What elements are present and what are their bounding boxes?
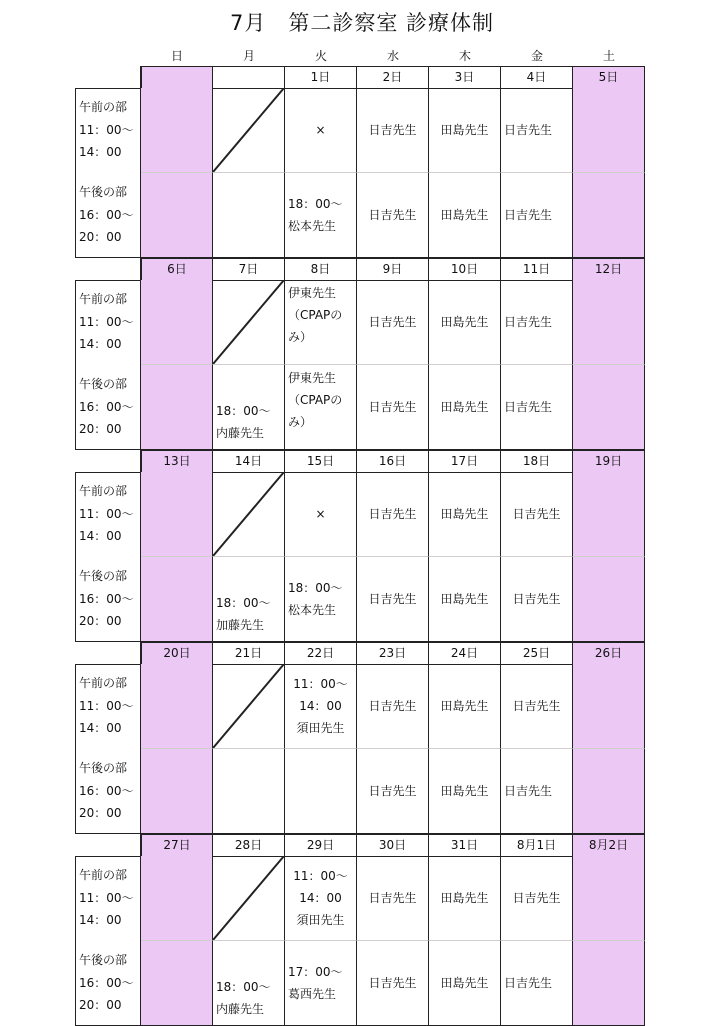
schedule-cell: 田島先生 (429, 280, 501, 365)
dow-tuesday: 火 (314, 49, 327, 63)
schedule-cell (573, 749, 645, 834)
date-row-corner (75, 834, 141, 857)
date-cell: 29日 (285, 834, 357, 857)
schedule-cell: 日吉先生 (501, 856, 573, 941)
schedule-cell (213, 664, 285, 749)
date-cell: 27日 (141, 834, 213, 857)
schedule-cell (213, 856, 285, 941)
morning-session-row (75, 664, 647, 749)
morning-session-label: 午前の部 11：00〜 14：00 (75, 856, 141, 941)
week-block (75, 450, 647, 642)
schedule-cell (573, 664, 645, 749)
afternoon-session-label: 午後の部 16：00〜 20：00 (75, 749, 141, 834)
schedule-cell: 日吉先生 (357, 365, 429, 450)
schedule-cell (141, 88, 213, 173)
afternoon-session-row (75, 941, 647, 1026)
week-block (75, 66, 647, 258)
week-block (75, 258, 647, 450)
schedule-cell (573, 88, 645, 173)
schedule-cell: 日吉先生 (501, 941, 573, 1026)
date-cell: 30日 (357, 834, 429, 857)
dow-saturday: 土 (602, 49, 615, 63)
date-row (75, 450, 647, 472)
date-cell (213, 66, 285, 89)
schedule-cell: 日吉先生 (501, 173, 573, 258)
schedule-cell: 日吉先生 (501, 365, 573, 450)
date-cell: 8月1日 (501, 834, 573, 857)
date-cell: 21日 (213, 642, 285, 665)
schedule-cell: 田島先生 (429, 664, 501, 749)
schedule-cell: 18：00〜 内藤先生 (213, 365, 285, 450)
dow-spacer (75, 46, 141, 66)
schedule-cell (141, 941, 213, 1026)
schedule-cell: × (285, 88, 357, 173)
date-cell: 14日 (213, 450, 285, 473)
date-cell (141, 66, 213, 89)
date-row-corner (75, 450, 141, 473)
schedule-cell: 11：00〜 14：00 須田先生 (285, 856, 357, 941)
week-block (75, 642, 647, 834)
schedule-cell (141, 365, 213, 450)
no-session-slash-icon (213, 856, 284, 940)
dow-wednesday: 水 (386, 49, 399, 63)
no-session-slash-icon (213, 280, 284, 364)
schedule-cell: 田島先生 (429, 856, 501, 941)
schedule-cell: 田島先生 (429, 472, 501, 557)
schedule-cell: 日吉先生 (501, 664, 573, 749)
date-cell: 1日 (285, 66, 357, 89)
schedule-cell (285, 749, 357, 834)
date-row (75, 258, 647, 280)
date-cell: 23日 (357, 642, 429, 665)
schedule-cell: × (285, 472, 357, 557)
schedule-cell (141, 664, 213, 749)
date-row (75, 66, 647, 88)
date-cell: 12日 (573, 258, 645, 281)
schedule-cell (573, 365, 645, 450)
schedule-cell: 11：00〜 14：00 須田先生 (285, 664, 357, 749)
date-cell: 16日 (357, 450, 429, 473)
dow-monday: 月 (242, 49, 255, 63)
morning-session-row (75, 88, 647, 173)
schedule-cell: 日吉先生 (501, 749, 573, 834)
date-cell: 18日 (501, 450, 573, 473)
schedule-cell (141, 856, 213, 941)
schedule-cell: 17：00〜 葛西先生 (285, 941, 357, 1026)
schedule-cell: 日吉先生 (501, 557, 573, 642)
date-cell: 20日 (141, 642, 213, 665)
morning-session-label: 午前の部 11：00〜 14：00 (75, 664, 141, 749)
date-cell: 8日 (285, 258, 357, 281)
no-session-slash-icon (213, 88, 284, 172)
date-cell: 25日 (501, 642, 573, 665)
week-block (75, 834, 647, 1026)
morning-session-label: 午前の部 11：00〜 14：00 (75, 280, 141, 365)
schedule-cell: 日吉先生 (357, 173, 429, 258)
date-cell: 19日 (573, 450, 645, 473)
schedule-cell: 田島先生 (429, 173, 501, 258)
schedule-cell: 田島先生 (429, 365, 501, 450)
date-cell: 22日 (285, 642, 357, 665)
schedule-cell: 伊東先生 （CPAPの み） (285, 365, 357, 450)
date-cell: 3日 (429, 66, 501, 89)
morning-session-label: 午前の部 11：00〜 14：00 (75, 472, 141, 557)
schedule-cell: 日吉先生 (357, 749, 429, 834)
afternoon-session-row (75, 173, 647, 258)
schedule-cell: 18：00〜 松本先生 (285, 173, 357, 258)
date-cell: 7日 (213, 258, 285, 281)
afternoon-session-row (75, 749, 647, 834)
schedule-cell: 18：00〜 内藤先生 (213, 941, 285, 1026)
schedule-cell (141, 557, 213, 642)
schedule-cell (141, 280, 213, 365)
schedule-cell (141, 749, 213, 834)
date-cell: 8月2日 (573, 834, 645, 857)
date-cell: 13日 (141, 450, 213, 473)
page-title: 7月 第二診察室 診療体制 (229, 11, 495, 35)
schedule-cell: 日吉先生 (357, 472, 429, 557)
date-row-corner (75, 258, 141, 281)
date-cell: 11日 (501, 258, 573, 281)
schedule-cell: 田島先生 (429, 941, 501, 1026)
schedule-cell: 日吉先生 (357, 941, 429, 1026)
schedule-cell (573, 472, 645, 557)
schedule-cell (573, 856, 645, 941)
schedule-cell (573, 557, 645, 642)
schedule-cell: 日吉先生 (357, 856, 429, 941)
date-cell: 10日 (429, 258, 501, 281)
morning-session-row (75, 280, 647, 365)
morning-session-row (75, 856, 647, 941)
date-cell: 28日 (213, 834, 285, 857)
schedule-cell: 日吉先生 (357, 664, 429, 749)
no-session-slash-icon (213, 664, 284, 748)
date-cell: 4日 (501, 66, 573, 89)
schedule-cell (573, 173, 645, 258)
date-cell: 31日 (429, 834, 501, 857)
schedule-cell (141, 472, 213, 557)
date-row-corner (75, 66, 141, 89)
schedule-cell: 日吉先生 (501, 472, 573, 557)
schedule-cell: 18：00〜 加藤先生 (213, 557, 285, 642)
schedule-cell: 日吉先生 (357, 280, 429, 365)
date-cell: 5日 (573, 66, 645, 89)
date-cell: 24日 (429, 642, 501, 665)
no-session-slash-icon (213, 472, 284, 556)
day-of-week-header (75, 46, 647, 66)
date-cell: 17日 (429, 450, 501, 473)
afternoon-session-label: 午後の部 16：00〜 20：00 (75, 941, 141, 1026)
schedule-cell (213, 280, 285, 365)
dow-sunday: 日 (170, 49, 183, 63)
date-cell: 2日 (357, 66, 429, 89)
schedule-cell: 田島先生 (429, 88, 501, 173)
schedule-cell (213, 749, 285, 834)
schedule-table (75, 66, 647, 1026)
schedule-cell (213, 173, 285, 258)
morning-session-row (75, 472, 647, 557)
dow-thursday: 木 (458, 49, 471, 63)
afternoon-session-label: 午後の部 16：00〜 20：00 (75, 173, 141, 258)
date-row-corner (75, 642, 141, 665)
afternoon-session-label: 午後の部 16：00〜 20：00 (75, 365, 141, 450)
schedule-cell (213, 472, 285, 557)
afternoon-session-row (75, 365, 647, 450)
date-cell: 9日 (357, 258, 429, 281)
schedule-cell: 伊東先生 （CPAPの み） (285, 280, 357, 365)
schedule-cell: 日吉先生 (357, 557, 429, 642)
date-row (75, 642, 647, 664)
date-cell: 15日 (285, 450, 357, 473)
schedule-cell (573, 280, 645, 365)
schedule-cell: 日吉先生 (501, 280, 573, 365)
dow-friday: 金 (530, 49, 543, 63)
schedule-cell: 日吉先生 (357, 88, 429, 173)
schedule-cell (573, 941, 645, 1026)
schedule-cell (141, 173, 213, 258)
date-cell: 26日 (573, 642, 645, 665)
schedule-cell: 日吉先生 (501, 88, 573, 173)
afternoon-session-label: 午後の部 16：00〜 20：00 (75, 557, 141, 642)
afternoon-session-row (75, 557, 647, 642)
schedule-cell: 田島先生 (429, 557, 501, 642)
date-cell: 6日 (141, 258, 213, 281)
schedule-cell: 田島先生 (429, 749, 501, 834)
morning-session-label: 午前の部 11：00〜 14：00 (75, 88, 141, 173)
schedule-cell: 18：00〜 松本先生 (285, 557, 357, 642)
schedule-cell (213, 88, 285, 173)
date-row (75, 834, 647, 856)
